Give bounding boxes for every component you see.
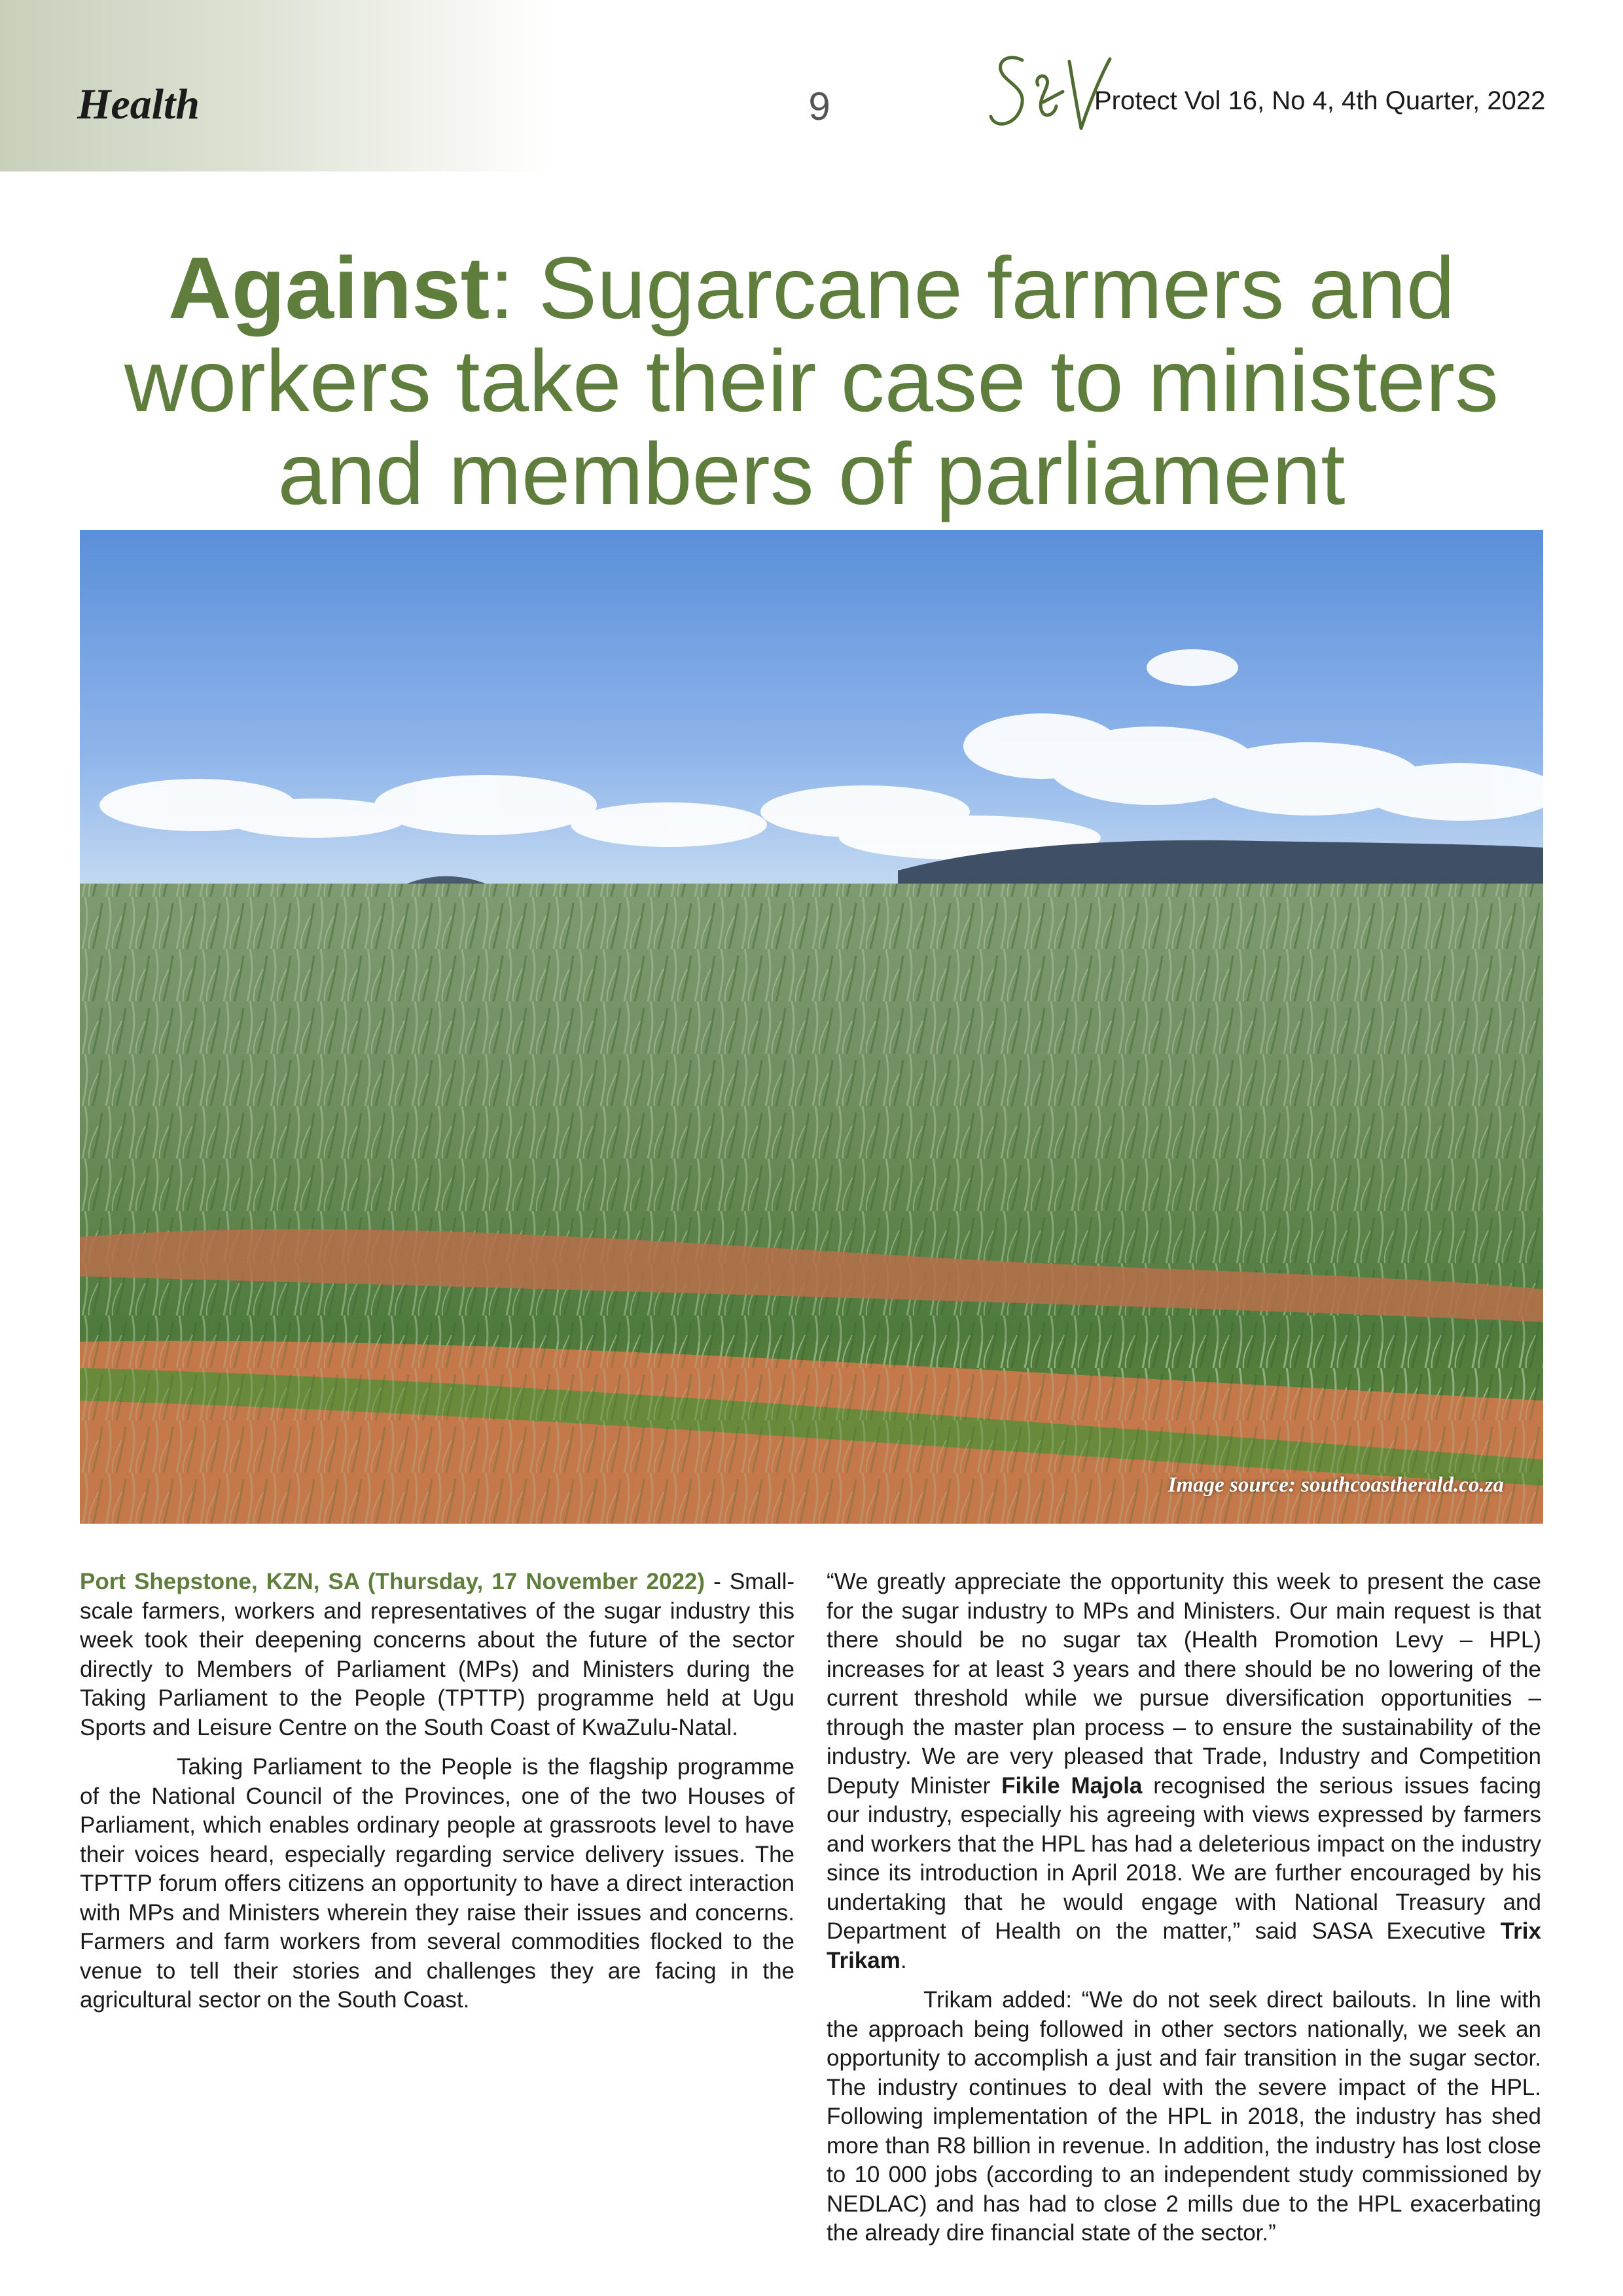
article-column-left	[80, 1568, 794, 2026]
name-fikile-majola: Fikile Majola	[1001, 1772, 1143, 1799]
paragraph-3-text: “We greatly appreciate the opportunity this week to present the case for the sugar industry to MPs and Ministers. Our main request is that there should be no sugar tax (Health Promotion Levy – HPL) increases for at least 3 years and there should be no lowering of the current threshold while we pursue diversification opportunities – through the master plan process – to ensure the sustainability of the industry. We are very pleased that Trade, Industry and Competition Deputy Minister	[827, 1569, 1541, 1799]
article-paragraph-2: Taking Parliament to the People is the flagship programme of the National Council of the Provinces, one of the two Houses of Parliament, which enables ordinary people at grassroots level to have their voices heard, especially regarding service delivery issues. The TPTTP forum offers citizens an opportunity to have a direct interaction with MPs and Ministers wherein they raise their issues and concerns. Farmers and farm workers from several commodities flocked to the venue to tell their stories and challenges they are facing in the agricultural sector on the South Coast.	[80, 1754, 794, 2013]
sv-logo-icon	[982, 46, 1113, 144]
article-column-right	[827, 1568, 1541, 2259]
sugarcane-field-photo	[80, 530, 1543, 1524]
article-paragraph-4: Trikam added: “We do not seek direct bailouts. In line with the approach being followed in other sectors nationally, we seek an opportunity to accomplish a just and fair transition in the sugar sector. The industry continues to deal with the severe impact of the HPL. Following implementation of the HPL in 2018, the industry has shed more than R8 billion in revenue. In addition, the industry has lost close to 10 000 jobs (according to an independent study commissioned by NEDLAC) and has had to close 2 mills due to the HPL exacerbating the already dire financial state of the sector.”	[827, 1987, 1541, 2246]
name-trix-trikam: Trix Trikam	[827, 1918, 1541, 1973]
publication-info: Protect Vol 16, No 4, 4th Quarter, 2022	[1094, 86, 1546, 115]
article-paragraph-1	[80, 1568, 794, 1742]
article-title	[79, 242, 1544, 521]
title-lead: Against	[168, 240, 490, 337]
paragraph-3-end: .	[900, 1947, 907, 1973]
title-rest: : Sugarcane farmers and workers take their case to ministers and members of parliament	[124, 240, 1499, 523]
article-paragraph-3-continued	[827, 1568, 1541, 1975]
page-number: 9	[808, 84, 830, 128]
paragraph-1-text: - Small-scale farmers, workers and representatives of the sugar industry this week took their deepening concerns about the future of the sector directly to Members of Parliament (MPs) and Ministers during the Taking Parliament to the People (TPTTP) programme held at Ugu Sports and Leisure Centre on the South Coast of KwaZulu-Natal.	[80, 1569, 794, 1740]
paragraph-3-middle: recognised the serious issues facing our industry, especially his agreeing with views expressed by farmers and workers that the HPL has had a deleterious impact on the industry since its introduction in April 2018. We are further encouraged by his undertaking that he would engage with National Treasury and Department of Health on the matter,” said SASA Executive	[827, 1772, 1541, 1944]
section-label: Health	[77, 81, 200, 128]
image-credit: Image source: southcoastherald.co.za	[1168, 1473, 1504, 1497]
dateline: Port Shepstone, KZN, SA (Thursday, 17 November 2022)	[80, 1569, 705, 1594]
